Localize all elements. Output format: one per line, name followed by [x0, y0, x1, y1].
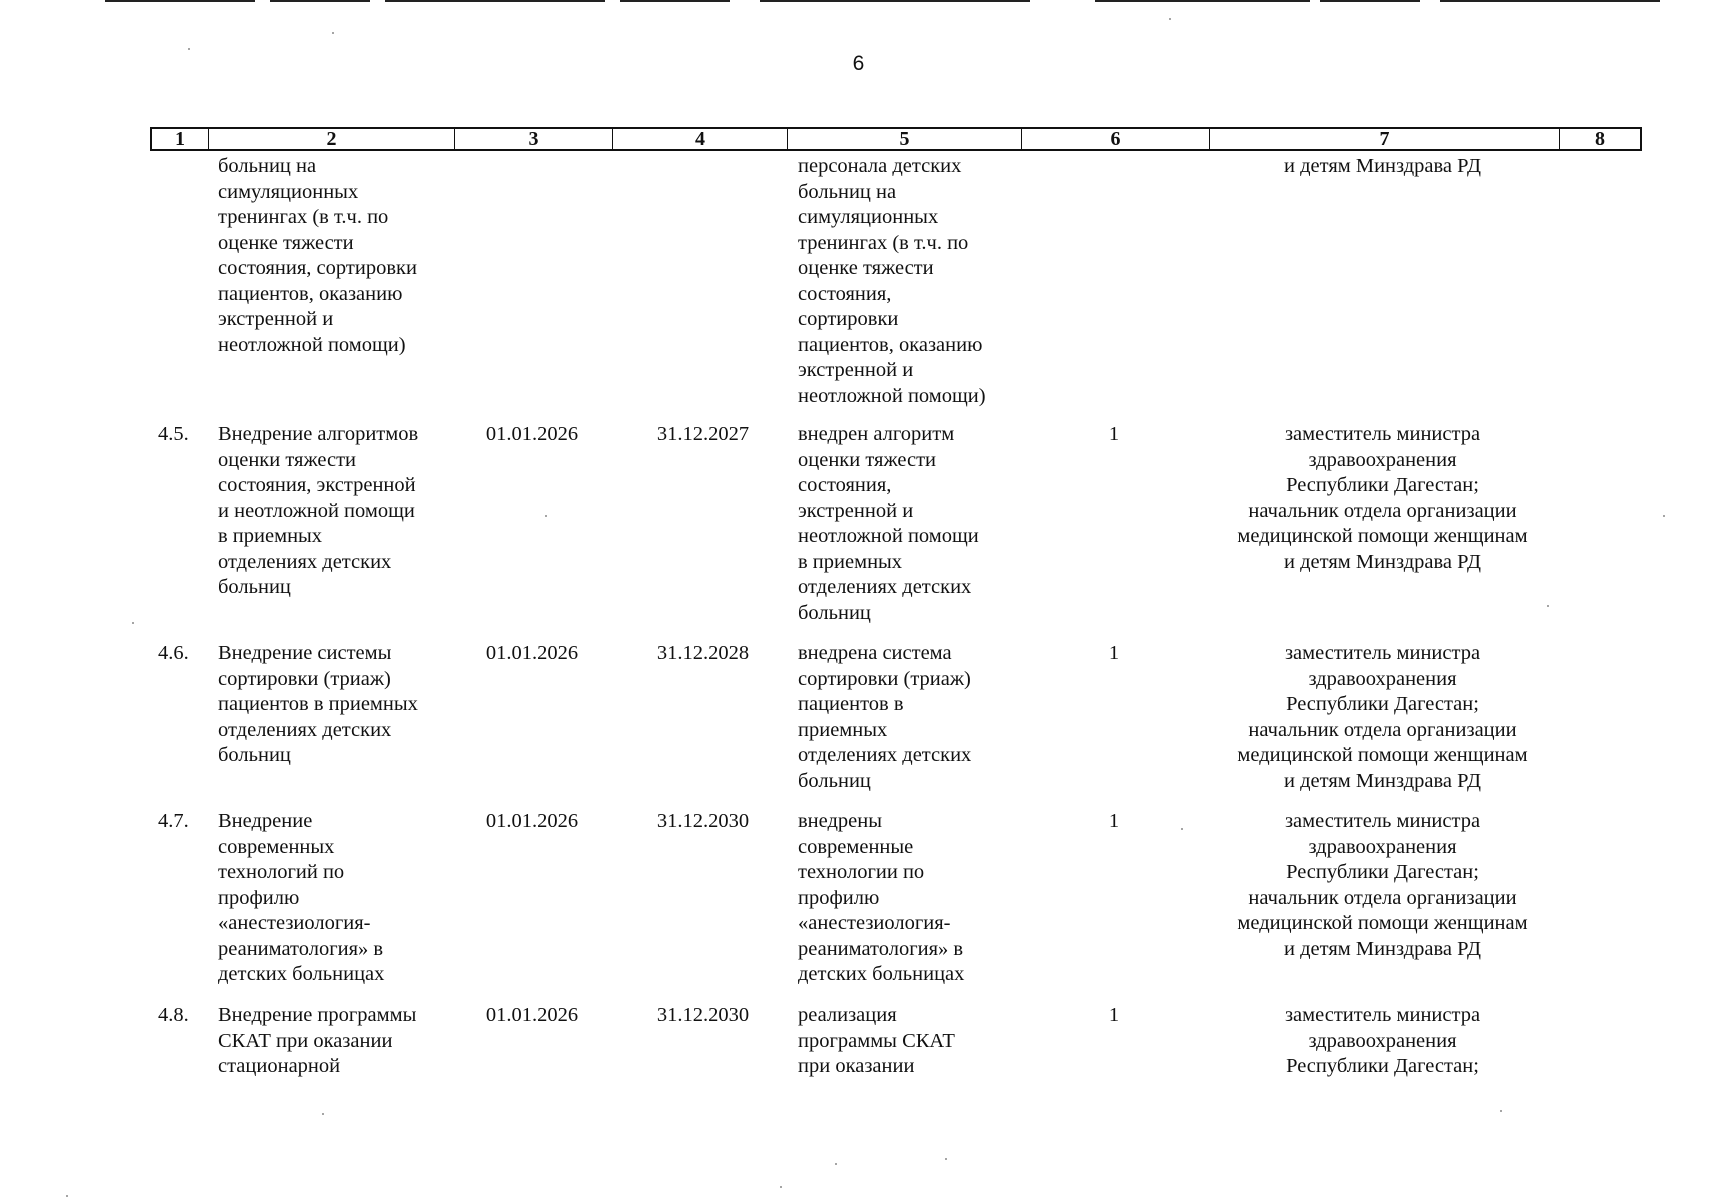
header-col-6: 6 [1022, 129, 1210, 149]
end-date: 31.12.2030 [656, 1004, 750, 1026]
scan-speck [835, 1163, 837, 1165]
header-col-3: 3 [455, 129, 613, 149]
indicator-value: 1 [1108, 423, 1120, 445]
scan-speck [188, 48, 190, 50]
scan-speck [1500, 1110, 1502, 1112]
header-col-5: 5 [788, 129, 1022, 149]
scan-border-line [620, 0, 730, 2]
responsible-person: заместитель министра здравоохранения Республики Дагестан; начальник отдела организации медицинской помощи женщинам и детям Минздрава РД [1237, 423, 1528, 573]
table-body [0, 154, 1717, 1093]
scan-border-line [760, 0, 1030, 2]
table-header-row [150, 127, 1642, 151]
activity-name: Внедрение системы сортировки (триаж) пациентов в приемных отделениях детских больниц [218, 642, 418, 766]
header-col-8: 8 [1595, 128, 1605, 150]
expected-result: внедрены современные технологии по профилю «анестезиология- реаниматология» в детских больницах [798, 810, 965, 985]
responsible-person: заместитель министра здравоохранения Республики Дагестан; начальник отдела организации медицинской помощи женщинам и детям Минздрава РД [1237, 642, 1528, 792]
responsible-person: заместитель министра здравоохранения Республики Дагестан; [1284, 1004, 1481, 1077]
end-date: 31.12.2027 [656, 423, 750, 445]
row-number: 4.8. [158, 1004, 189, 1026]
scan-border-line [385, 0, 605, 2]
header-col-1: 1 [152, 129, 209, 149]
header-col-4: 4 [613, 129, 788, 149]
table-row [0, 641, 1717, 809]
scan-border-line [105, 0, 255, 2]
responsible-person: заместитель министра здравоохранения Республики Дагестан; начальник отдела организации медицинской помощи женщинам и детям Минздрава РД [1237, 810, 1528, 960]
row-number: 4.6. [158, 642, 189, 664]
scan-speck [66, 1195, 68, 1197]
page-number: 6 [852, 52, 865, 75]
expected-result: внедрен алгоритм оценки тяжести состояния, экстренной и неотложной помощи в приемных отделениях детских больниц [798, 423, 979, 624]
row-number: 4.5. [158, 423, 189, 445]
indicator-value: 1 [1108, 1004, 1120, 1026]
expected-result: реализация программы СКАТ при оказании [798, 1004, 955, 1077]
scan-speck [945, 1158, 947, 1160]
scan-border-line [270, 0, 370, 2]
table-row [0, 1003, 1717, 1093]
start-date: 01.01.2026 [485, 810, 579, 832]
scan-border-line [1320, 0, 1420, 2]
scan-border-line [1440, 0, 1660, 2]
scan-speck [332, 32, 334, 34]
indicator-value: 1 [1108, 642, 1120, 664]
row-number: 4.7. [158, 810, 189, 832]
start-date: 01.01.2026 [485, 642, 579, 664]
start-date: 01.01.2026 [485, 1004, 579, 1026]
end-date: 31.12.2030 [656, 810, 750, 832]
activity-name: больниц на симуляционных тренингах (в т.ч. по оценке тяжести состояния, сортировки пациентов, оказанию экстренной и неотложной помощи) [218, 155, 417, 356]
activity-name: Внедрение алгоритмов оценки тяжести состояния, экстренной и неотложной помощи в приемных отделениях детских больниц [218, 423, 419, 598]
table-row [0, 422, 1717, 641]
scan-border-line [1095, 0, 1310, 2]
activity-name: Внедрение программы СКАТ при оказании стационарной [218, 1004, 417, 1077]
scan-speck [1169, 18, 1171, 20]
table-row [0, 809, 1717, 1003]
expected-result: персонала детских больниц на симуляционных тренингах (в т.ч. по оценке тяжести состояния, сортировки пациентов, оказанию экстренной и неотложной помощи) [798, 155, 986, 407]
table-row [0, 154, 1717, 422]
scan-speck [322, 1113, 324, 1115]
responsible-person: и детям Минздрава РД [1284, 155, 1481, 177]
start-date: 01.01.2026 [485, 423, 579, 445]
expected-result: внедрена система сортировки (триаж) пациентов в приемных отделениях детских больниц [798, 642, 972, 792]
indicator-value: 1 [1108, 810, 1120, 832]
header-col-2: 2 [209, 129, 455, 149]
activity-name: Внедрение современных технологий по профилю «анестезиология- реаниматология» в детских больницах [218, 810, 385, 985]
header-col-7: 7 [1210, 129, 1560, 149]
end-date: 31.12.2028 [656, 642, 750, 664]
scan-speck [780, 1186, 782, 1188]
